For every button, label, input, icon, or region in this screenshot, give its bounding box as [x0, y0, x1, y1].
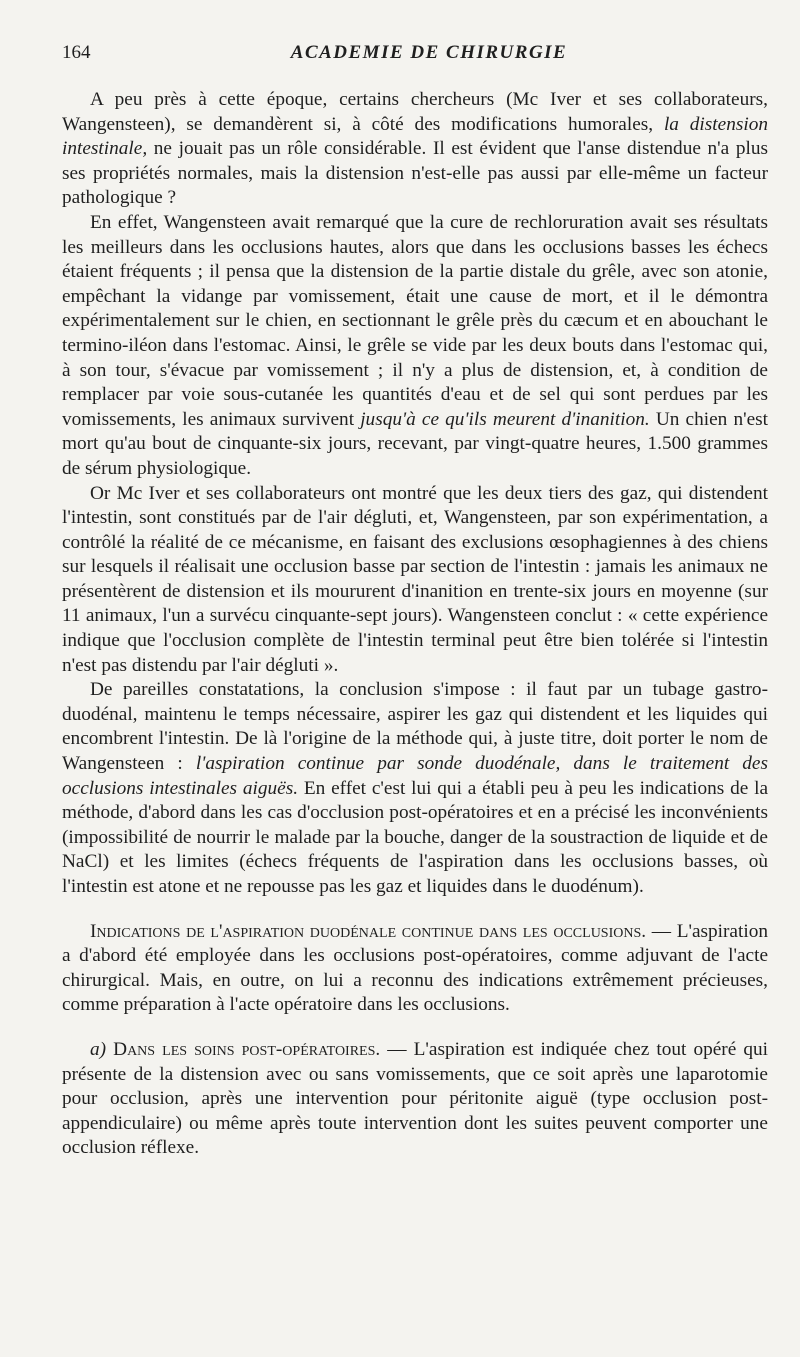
section-gap	[62, 1018, 768, 1038]
paragraph-5: Indications de l'aspiration duodénale continue dans les occlusions. — L'aspiration a d'abord été employée dans les occlusions post-opératoires, comme adjuvant de l'acte chirurgical. Mais, en outre, on lui a reconnu des indications extrêmement précieuses, comme préparation à l'acte opératoire dans les occlusions.	[62, 920, 768, 1016]
emphasis-text: la distension intestinale,	[62, 113, 768, 160]
subsection-heading: Dans les soins post-opératoires.	[106, 1038, 381, 1060]
page-header	[62, 42, 768, 68]
paragraph-1: A peu près à cette époque, certains chercheurs (Mc Iver et ses collaborateurs, Wangensteen), se demandèrent si, à côté des modifications humorales, la distension intestinale, ne jouait pas un rôle considérable. Il est évident que l'anse distendue n'a plus ses propriétés normales, mais la distension n'est-elle pas aussi par elle-même un facteur pathologique ?	[62, 89, 768, 209]
paragraph-2: En effet, Wangensteen avait remarqué que la cure de rechloruration avait ses résultats les meilleurs dans les occlusions hautes, alors que dans les occlusions basses les échecs étaient fréquents ; il pensa que la distension de la partie distale du grêle, avec son atonie, empêchant la vidange par vomissement, était une cause de mort, et il le démontra expérimentalement sur le chien, en sectionnant le grêle près du cæcum et en abouchant le termino-iléon dans l'estomac. Ainsi, le grêle se vide par les deux bouts dans l'estomac qui, à son tour, s'évacue par vomissement ; il n'y a plus de distension, et, à condition de remplacer par voie sous-cutanée les quantités d'eau et de sel qui sont perdues par les vomissements, les animaux survivent jusqu'à ce qu'ils meurent d'inanition. Un chien n'est mort qu'au bout de cinquante-six jours, recevant, par vingt-quatre heures, 1.500 grammes de sérum physiologique.	[62, 211, 768, 479]
paragraph-6: a) Dans les soins post-opératoires. — L'aspiration est indiquée chez tout opéré qui présente de la distension avec ou sans vomissements, que ce soit après une laparotomie pour occlusion, après une intervention pour péritonite aiguë (type occlusion post-appendiculaire) ou même après toute intervention dont les suites peuvent comporter une occlusion réflexe.	[62, 1038, 768, 1159]
page-number: 164	[62, 42, 91, 63]
running-title: ACADEMIE DE CHIRURGIE	[290, 42, 568, 63]
list-marker: a)	[90, 1038, 107, 1060]
emphasis-text: jusqu'à ce qu'ils meurent d'inanition.	[360, 408, 650, 430]
document-page	[62, 42, 768, 1161]
section-gap	[62, 900, 768, 920]
paragraph-4: De pareilles constatations, la conclusion s'impose : il faut par un tubage gastro-duodénal, maintenu le temps nécessaire, aspirer les gaz qui distendent et les liquides qui encombrent l'intestin. De là l'origine de la méthode qui, à juste titre, doit porter le nom de Wangensteen : l'aspiration continue par sonde duodénale, dans le traitement des occlusions intestinales aiguës. En effet c'est lui qui a établi peu à peu les indications de la méthode, d'abord dans les cas d'occlusion post-opératoires et en a précisé les inconvénients (impossibilité de nourrir le malade par la bouche, danger de la soustraction de liquide et de NaCl) et les limites (échecs fréquents de l'aspiration dans les occlusions basses, où l'intestin est atone et ne repousse pas les gaz et liquides dans le duodénum).	[62, 679, 769, 897]
emphasis-text: l'aspiration continue par sonde duodénale, dans le traitement des occlusions intestinales aiguës.	[62, 753, 768, 799]
section-heading: Indications de l'aspiration duodénale continue dans les occlusions.	[90, 920, 647, 942]
paragraph-3: Or Mc Iver et ses collaborateurs ont montré que les deux tiers des gaz, qui distendent l'intestin, sont constitués par de l'air dégluti, et, Wangensteen, par son expérimentation, a contrôlé la réalité de ce mécanisme, en faisant des exclusions œsophagiennes à des chiens sur lesquels il réalisait une occlusion basse par section de l'intestin : jamais les animaux ne présentèrent de distension et ils moururent d'inanition en trente-six jours en moyenne (sur 11 animaux, l'un a survécu cinquante-sept jours). Wangensteen conclut : « cette expérience indique que l'occlusion complète de l'intestin terminal peut être bien tolérée si l'intestin n'est pas distendu par l'air dégluti ».	[62, 482, 768, 676]
